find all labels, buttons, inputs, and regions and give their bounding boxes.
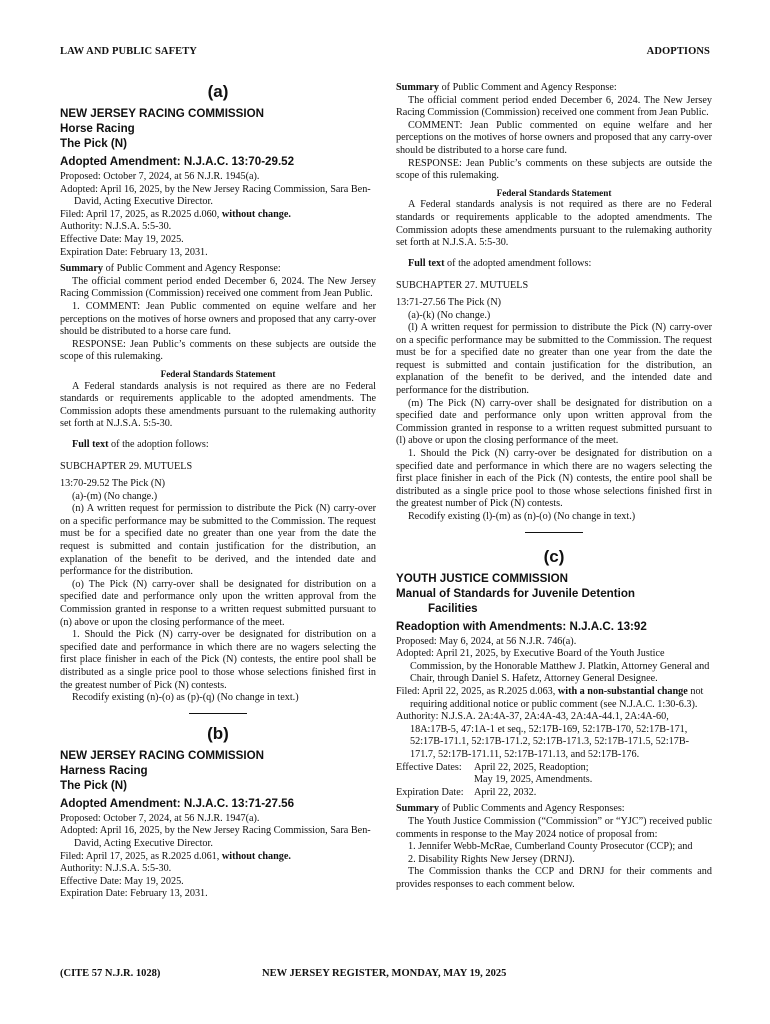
rule-text: Recodify existing (n)-(o) as (p)-(q) (No change in text.) bbox=[72, 692, 299, 704]
rule-subtitle: The Pick (N) bbox=[60, 778, 127, 792]
rule-text: (m) The Pick (N) carry-over shall be designated for distribution on a specified date and performance only upon written approval from the Commission granted in response to a written request submitted pursuant to (l) above or upon the closing performance of the meet. bbox=[396, 397, 712, 447]
rule-text: (l) A written request for permission to distribute the Pick (N) carry-over on a specific performance may be submitted to the Commission. The request must be for a specified date no greater than one year from the date the request is submitted and contain justification for the distribution, an explanation of the benefit to be derived, and the intended date and performance for the distribution. bbox=[396, 322, 712, 397]
filed-text-continued: not requiring additional notice or public comment (see N.J.A.C. 1:30-6.3). bbox=[410, 685, 704, 710]
agency-name: NEW JERSEY RACING COMMISSION bbox=[60, 107, 264, 120]
adopted-heading: Readoption with Amendments: N.J.A.C. 13:92 bbox=[396, 619, 647, 633]
running-header-left: LAW AND PUBLIC SAFETY bbox=[60, 46, 197, 57]
commenter-item: 2. Disability Rights New Jersey (DRNJ). bbox=[408, 853, 575, 865]
effective-date-line: Effective Date: May 19, 2025. bbox=[60, 875, 184, 887]
proposed-line: Proposed: October 7, 2024, at 56 N.J.R. 1947(a). bbox=[60, 812, 260, 824]
rule-text: (n) A written request for permission to distribute the Pick (N) carry-over on a specific performance may be submitted to the Commission. The request must be for a specified date no greater than one year from the date the request is submitted and contain justification for the distribution, an explanation of the benefit to be derived, and the intended date and performance for the distribution. bbox=[60, 503, 376, 578]
full-text-bold: Full text bbox=[408, 257, 445, 269]
section-heading: 13:70-29.52 The Pick (N) bbox=[60, 478, 166, 490]
summary-bold: Summary bbox=[396, 803, 440, 815]
filed-text: Filed: April 22, 2025, as R.2025 d.063, bbox=[396, 685, 558, 697]
summary-paragraph: The official comment period ended December 6, 2024. The New Jersey Racing Commission (Commission) received one comment from Jean Public. bbox=[60, 275, 376, 300]
filed-line bbox=[60, 209, 376, 222]
right-column bbox=[396, 80, 712, 891]
filed-status: without change. bbox=[221, 850, 291, 862]
summary-heading-text: of Public Comment and Agency Response: bbox=[439, 82, 617, 93]
commenter-item: 1. Jennifer Webb-McRae, Cumberland County Prosecutor (CCP); and bbox=[408, 841, 693, 853]
agency-name: NEW JERSEY RACING COMMISSION bbox=[60, 748, 264, 762]
rule-title: Horse Racing bbox=[60, 122, 135, 135]
federal-standards-heading: Federal Standards Statement bbox=[160, 368, 276, 379]
subchapter-heading: SUBCHAPTER 29. MUTUELS bbox=[60, 461, 193, 473]
summary-heading bbox=[396, 803, 712, 816]
filed-status: with a non-substantial change bbox=[557, 685, 688, 697]
filed-text: Filed: April 17, 2025, as R.2025 d.060, bbox=[60, 208, 222, 220]
left-column bbox=[60, 80, 376, 901]
section-divider bbox=[189, 713, 247, 714]
filed-line bbox=[396, 686, 712, 711]
authority-line: Authority: N.J.S.A. 5:5-30. bbox=[60, 221, 172, 233]
rule-text: Recodify existing (l)-(m) as (n)-(o) (No change in text.) bbox=[408, 511, 636, 522]
footer-register: NEW JERSEY REGISTER, MONDAY, MAY 19, 2025 bbox=[262, 968, 507, 979]
summary-paragraph: The official comment period ended December 6, 2024. The New Jersey Racing Commission (Commission) received one comment from Jean Public. bbox=[396, 94, 712, 119]
section-letter-a: (a) bbox=[207, 82, 229, 101]
effective-dates-value bbox=[474, 762, 592, 787]
full-text-rest: of the adoption follows: bbox=[108, 438, 209, 450]
comment-paragraph: 1. COMMENT: Jean Public commented on equine welfare and her perceptions on the motives of horse owners and proposed that any carry-over should be distributed to a horse care fund. bbox=[60, 300, 376, 338]
full-text-heading bbox=[60, 439, 376, 452]
summary-bold: Summary bbox=[396, 82, 440, 93]
rule-text: 1. Should the Pick (N) carry-over be designated for distribution on a specified date and performance in which there are no wagers selecting the first place finisher in each of the Pick (N) contests, the entire pool shall be distributed as a single price pool to those whose selections finished first in the greatest number of Pick (N) contests. bbox=[60, 629, 376, 691]
running-header-right: ADOPTIONS bbox=[646, 46, 710, 57]
adopted-line: Adopted: April 16, 2025, by the New Jersey Racing Commission, Sara Ben-David, Acting Executive Director. bbox=[60, 183, 371, 208]
effective-date-line: Effective Date: May 19, 2025. bbox=[60, 233, 184, 245]
rule-text: (a)-(m) (No change.) bbox=[72, 490, 158, 502]
response-paragraph: RESPONSE: Jean Public’s comments on these subjects are outside the scope of this rulemaking. bbox=[60, 338, 376, 363]
full-text-heading bbox=[396, 258, 712, 271]
effective-date-amendments: May 19, 2025, Amendments. bbox=[474, 774, 593, 786]
filed-line bbox=[60, 851, 376, 864]
adopted-heading: Adopted Amendment: N.J.A.C. 13:70-29.52 bbox=[60, 155, 295, 168]
expiration-date-label: Expiration Date: bbox=[396, 786, 464, 798]
summary-heading bbox=[60, 263, 376, 276]
effective-dates-row bbox=[396, 762, 712, 787]
comment-paragraph: COMMENT: Jean Public commented on equine welfare and her perceptions on the motives of horse owners and proposed that any carry-over should be distributed to a horse care fund. bbox=[396, 119, 712, 156]
proposed-line: Proposed: October 7, 2024, at 56 N.J.R. 1945(a). bbox=[60, 171, 260, 182]
summary-paragraph: The Commission thanks the CCP and DRNJ for their comments and provides responses to each comment below. bbox=[396, 866, 712, 890]
subchapter-heading: SUBCHAPTER 27. MUTUELS bbox=[396, 280, 529, 292]
rule-text: (o) The Pick (N) carry-over shall be designated for distribution on a specified date and performance only upon the written approval from the Commission granted in response to a written request submitted pursuant to (n) above or upon the closing performance of the meet. bbox=[60, 578, 376, 628]
summary-heading bbox=[396, 82, 712, 95]
expiration-date-line: Expiration Date: February 13, 2031. bbox=[60, 888, 208, 900]
filed-text: Filed: April 17, 2025, as R.2025 d.061, bbox=[60, 850, 222, 862]
rule-text: 1. Should the Pick (N) carry-over be designated for distribution on a specified date and performance in which there are no wagers selecting the first place finisher in each of the Pick (N) contests, the entire pool shall be distributed as a single price pool to those whose selections finished first in the greatest number of Pick (N) contests. bbox=[396, 448, 712, 510]
footer-citation: (CITE 57 N.J.R. 1028) bbox=[60, 968, 161, 979]
section-letter-b: (b) bbox=[207, 723, 229, 743]
summary-paragraph: The Youth Justice Commission (“Commission” or “YJC”) received public comments in response to the May 2024 notice of proposal from: bbox=[396, 815, 712, 840]
section-letter-c: (c) bbox=[543, 546, 565, 566]
adopted-heading: Adopted Amendment: N.J.A.C. 13:71-27.56 bbox=[60, 796, 295, 810]
authority-line: Authority: N.J.S.A. 5:5-30. bbox=[60, 863, 172, 875]
expiration-date-row bbox=[396, 787, 712, 800]
rule-title: Harness Racing bbox=[60, 763, 148, 777]
full-text-rest: of the adopted amendment follows: bbox=[444, 257, 592, 269]
adopted-line: Adopted: April 16, 2025, by the New Jersey Racing Commission, Sara Ben-David, Acting Executive Director. bbox=[60, 825, 371, 849]
expiration-date-line: Expiration Date: February 13, 2031. bbox=[60, 246, 208, 258]
section-divider bbox=[525, 532, 583, 533]
rule-title-continued: Facilities bbox=[428, 601, 478, 615]
federal-standards-text: A Federal standards analysis is not required as there are no Federal standards or requirements applicable to the adopted amendments. The Commission adopts these amendments pursuant to the rulemaking authority set forth at N.J.S.A. 5:5-30. bbox=[60, 380, 376, 430]
filed-status: without change. bbox=[221, 208, 291, 220]
section-heading: 13:71-27.56 The Pick (N) bbox=[396, 296, 502, 308]
rule-title: Manual of Standards for Juvenile Detention bbox=[396, 586, 635, 600]
expiration-date-value: April 22, 2032. bbox=[474, 786, 537, 798]
rule-subtitle: The Pick (N) bbox=[60, 137, 127, 150]
authority-line: Authority: N.J.S.A. 2A:4A-37, 2A:4A-43, 2A:4A-44.1, 2A:4A-60, 18A:17B-5, 47:1A-1 et seq., 52:17B-169, 52:17B-170, 52:17B-171, 52:17B-171.1, 52:17B-171.2, 52:17B-171.3, 52:17B-171.5, 52:17B-171.7, 52:17B-171.11, 52:17B-171.13, and 52:17B-176. bbox=[396, 711, 690, 760]
summary-heading-text: of Public Comments and Agency Responses: bbox=[439, 803, 625, 815]
agency-name: YOUTH JUSTICE COMMISSION bbox=[396, 571, 568, 585]
rule-text: (a)-(k) (No change.) bbox=[408, 309, 491, 321]
proposed-line: Proposed: May 6, 2024, at 56 N.J.R. 746(a). bbox=[396, 635, 577, 647]
federal-standards-heading: Federal Standards Statement bbox=[496, 187, 612, 198]
effective-date-readoption: April 22, 2025, Readoption; bbox=[474, 761, 589, 773]
federal-standards-text: A Federal standards analysis is not required as there are no Federal standards or requirements applicable to the adopted amendments. The Commission adopts these amendments pursuant to the rulemaking authority set forth at N.J.S.A. 5:5-30. bbox=[396, 199, 712, 249]
full-text-bold: Full text bbox=[72, 438, 109, 450]
summary-heading-text: of Public Comment and Agency Response: bbox=[103, 263, 281, 275]
response-paragraph: RESPONSE: Jean Public’s comments on these subjects are outside the scope of this rulemaking. bbox=[396, 157, 712, 182]
summary-bold: Summary bbox=[60, 263, 104, 275]
adopted-line: Adopted: April 21, 2025, by Executive Board of the Youth Justice Commission, by the Honorable Matthew J. Platkin, Attorney General and Chair, through Daniel S. Hafetz, Attorney General Designee. bbox=[396, 648, 710, 685]
effective-dates-label: Effective Dates: bbox=[396, 761, 462, 773]
